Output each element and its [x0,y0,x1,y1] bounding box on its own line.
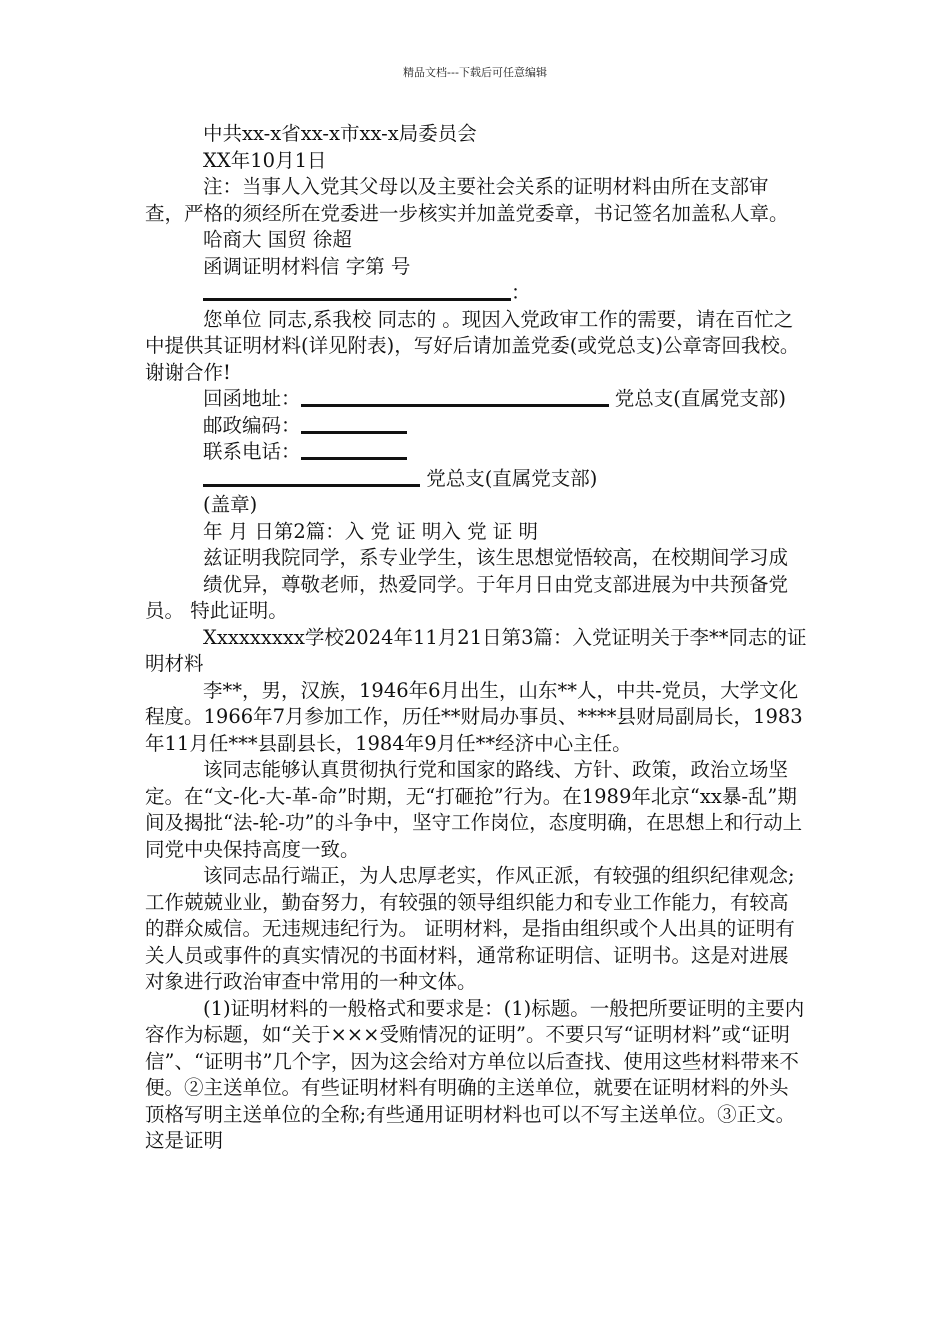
seal-line: (盖章) [203,493,258,516]
postal-code-line [145,413,807,440]
org-line: 中共xx-x省xx-x市xx-x局委员会 [203,122,477,145]
phone-label: 联系电话： [203,440,301,463]
part3-title: Xxxxxxxxx学校2024年11月21日第3篇：入党证明关于李**同志的证明材料 [145,625,807,675]
branch-blank [203,468,420,487]
branch-suffix: 党总支(直属党支部) [420,466,598,490]
author-line: 哈商大 国贸 徐超 [203,228,352,251]
part3-paragraph-b: 该同志能够认真贯彻执行党和国家的路线、方针、政策，政治立场坚定。在“文-化-大-革-命”时期，无“打砸抢”行为。在1989年北京“xx暴-乱”期间及揭批“法-轮-功”的斗争中，坚守工作岗位，态度明确，在思想上和行动上同党中央保持高度一致。 [145,758,803,861]
phone-blank [301,441,407,460]
part2-paragraph-a: 兹证明我院同学，系专业学生，该生思想觉悟较高，在校期间学习成 [203,546,789,569]
part2-paragraph-b: 绩优异，尊敬老师，热爱同学。于年月日由党支部进展为中共预备党员。 特此证明。 [145,572,789,622]
date-line: XX年10月1日 [203,148,327,172]
part3-paragraph-d: (1)证明材料的一般格式和要求是：(1)标题。一般把所要证明的主要内容作为标题，如“关于×××受贿情况的证明”。不要只写“证明材料”或“证明信”、“证明书”几个字，因为这会给对方单位以后查找、使用这些材料带来不便。②主送单位。有些证明材料有明确的主送单位，就要在证明材料的外头顶格写明主送单位的全称;有些通用证明材料也可以不写主送单位。③正文。这是证明 [145,996,805,1152]
note-paragraph: 注：当事人入党其父母以及主要社会关系的证明材料由所在支部审查，严格的须经所在党委进一步核实并加盖党委章，书记签名加盖私人章。 [145,175,789,225]
return-address-blank [301,388,609,407]
request-paragraph: 您单位 同志,系我校 同志的 。现因入党政审工作的需要，请在百忙之中提供其证明材料(详见附表)，写好后请加盖党委(或党总支)公章寄回我校。谢谢合作! [145,307,800,384]
part3-paragraph-a: 李**，男，汉族，1946年6月出生，山东**人，中共-党员，大学文化程度。1966年7月参加工作，历任**财局办事员、****县财局副局长，1983年11月任***县副县长，1984年9月任**经济中心主任。 [145,678,803,755]
part3-paragraph-c: 该同志品行端正，为人忠厚老实，作风正派，有较强的组织纪律观念;工作兢兢业业，勤奋努力，有较强的领导组织能力和专业工作能力，有较高的群众威信。无违规违纪行为。 证明材料，是指由组织或个人出具的证明有关人员或事件的真实情况的书面材料，通常称证明信、证明书。这是对进展对象进行政治审查中常用的一种文体。 [145,864,795,993]
branch-line [145,466,807,493]
recipient-colon: ： [511,281,531,304]
recipient-line [145,280,807,307]
letter-number-line: 函调证明材料信 字第 号 [203,254,411,278]
postal-code-blank [301,415,407,434]
document-body [145,121,807,1155]
phone-line [145,439,807,466]
return-address-suffix: 党总支(直属党支部) [608,387,786,410]
page-header: 精品文档---下载后可任意编辑 [403,66,547,79]
part2-title: 年 月 日第2篇：入 党 证 明入 党 证 明 [203,519,538,543]
return-address-label: 回函地址： [203,387,301,410]
postal-code-label: 邮政编码： [203,413,301,437]
recipient-blank [203,282,511,301]
return-address-line [145,386,807,413]
